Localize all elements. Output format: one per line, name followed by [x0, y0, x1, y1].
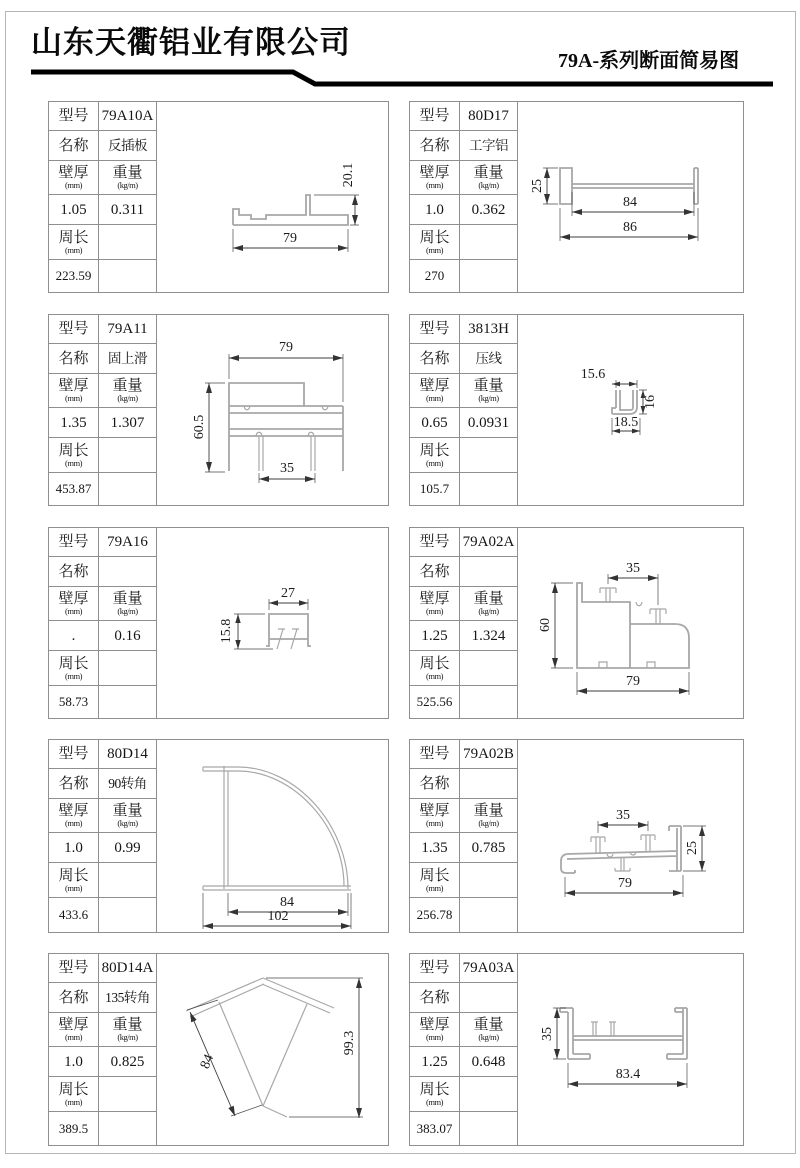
dim-label: 84: [280, 895, 294, 910]
perimeter-value: 525.56: [410, 686, 460, 718]
dim-label: 35: [540, 1027, 555, 1041]
dim-label: 27: [281, 586, 295, 601]
model-value: 3813H: [460, 315, 517, 344]
label-name: 名称: [410, 983, 460, 1013]
profile-svg: [156, 740, 388, 930]
dim-label: 84: [623, 195, 637, 210]
profile-drawing: [517, 315, 743, 505]
dim-label: 16: [643, 395, 658, 409]
profile-cell-79a16: [48, 527, 389, 719]
dim-label: 79: [618, 876, 632, 891]
label-model: 型号: [410, 315, 460, 344]
label-name: 名称: [410, 131, 460, 161]
label-weight: 重量 (kg/m): [99, 799, 156, 833]
profile-svg: [156, 528, 388, 716]
dim-label: 15.8: [219, 618, 234, 644]
page-border: [5, 11, 796, 1154]
label-wall: 壁厚 (mm): [49, 799, 99, 833]
empty-cell: [460, 651, 517, 686]
label-name: 名称: [49, 131, 99, 161]
header-divider: [6, 12, 795, 112]
profile-drawing: [156, 315, 388, 505]
model-value: 79A03A: [460, 954, 517, 983]
wall-value: 1.25: [410, 1047, 460, 1077]
name-value: 固上滑: [99, 344, 156, 374]
label-weight: 重量 (kg/m): [99, 161, 156, 195]
label-name: 名称: [410, 769, 460, 799]
profile-cell-79a02a: [409, 527, 744, 719]
doc-subtitle: 79A-系列断面简易图: [558, 50, 740, 72]
profile-drawing: [517, 528, 743, 718]
perimeter-value: 389.5: [49, 1112, 99, 1145]
weight-value: 0.785: [460, 833, 517, 863]
label-model: 型号: [49, 740, 99, 769]
label-wall: 壁厚 (mm): [49, 374, 99, 408]
label-perimeter: 周长 (mm): [49, 225, 99, 260]
profile-outline: [186, 978, 334, 1117]
model-value: 79A11: [99, 315, 156, 344]
dimension-lines: [205, 354, 343, 483]
perimeter-value: 383.07: [410, 1112, 460, 1145]
empty-cell: [99, 260, 156, 292]
dim-label: 60.5: [192, 414, 207, 440]
label-model: 型号: [49, 315, 99, 344]
profile-outline: [561, 826, 681, 873]
empty-cell: [460, 1077, 517, 1112]
label-name: 名称: [49, 344, 99, 374]
dim-label: 20.1: [341, 162, 356, 188]
profile-cell-79a03a: [409, 953, 744, 1146]
weight-value: 0.16: [99, 621, 156, 651]
model-value: 79A10A: [99, 102, 156, 131]
dimension-lines: [551, 574, 689, 695]
wall-value: .: [49, 621, 99, 651]
name-value: [460, 769, 517, 799]
empty-cell: [460, 1112, 517, 1145]
label-perimeter: 周长 (mm): [410, 863, 460, 898]
empty-cell: [460, 863, 517, 898]
weight-value: 1.324: [460, 621, 517, 651]
profile-drawing: [517, 102, 743, 292]
profile-cell-80d14a: [48, 953, 389, 1146]
company-title: 山东天衢铝业有限公司: [31, 25, 351, 60]
model-value: 80D14A: [99, 954, 156, 983]
wall-value: 1.0: [49, 833, 99, 863]
weight-value: 0.0931: [460, 408, 517, 438]
spec-table: [49, 954, 157, 1145]
weight-value: 0.648: [460, 1047, 517, 1077]
label-perimeter: 周长 (mm): [410, 225, 460, 260]
label-weight: 重量 (kg/m): [99, 1013, 156, 1047]
dimension-lines: [234, 599, 308, 649]
label-wall: 壁厚 (mm): [410, 587, 460, 621]
profile-svg: [156, 102, 388, 290]
label-name: 名称: [49, 557, 99, 587]
empty-cell: [99, 225, 156, 260]
label-model: 型号: [410, 528, 460, 557]
dim-label: 15.6: [580, 367, 606, 382]
profile-drawing: [156, 954, 388, 1145]
profile-cell-79a10a: [48, 101, 389, 293]
name-value: 压线: [460, 344, 517, 374]
profile-svg: [156, 315, 388, 503]
label-wall: 壁厚 (mm): [410, 799, 460, 833]
label-wall: 壁厚 (mm): [410, 1013, 460, 1047]
label-weight: 重量 (kg/m): [99, 374, 156, 408]
perimeter-value: 105.7: [410, 473, 460, 505]
label-model: 型号: [49, 102, 99, 131]
weight-value: 1.307: [99, 408, 156, 438]
label-model: 型号: [410, 954, 460, 983]
model-value: 79A16: [99, 528, 156, 557]
name-value: 工字铝: [460, 131, 517, 161]
dim-label: 35: [616, 808, 630, 823]
dim-label: 79: [283, 231, 297, 246]
profile-outline: [612, 390, 637, 414]
label-model: 型号: [49, 528, 99, 557]
profile-svg: [517, 740, 743, 930]
model-value: 80D17: [460, 102, 517, 131]
perimeter-value: 270: [410, 260, 460, 292]
profile-cell-79a11: [48, 314, 389, 506]
spec-table: [410, 954, 518, 1145]
empty-cell: [99, 473, 156, 505]
dim-label: 79: [279, 340, 293, 355]
wall-value: 1.35: [49, 408, 99, 438]
label-weight: 重量 (kg/m): [460, 1013, 517, 1047]
dim-label: 84: [197, 1052, 218, 1072]
model-value: 79A02B: [460, 740, 517, 769]
label-wall: 壁厚 (mm): [410, 374, 460, 408]
profile-drawing: [156, 102, 388, 292]
label-perimeter: 周长 (mm): [49, 1077, 99, 1112]
name-value: [99, 557, 156, 587]
label-model: 型号: [410, 102, 460, 131]
label-weight: 重量 (kg/m): [99, 587, 156, 621]
label-perimeter: 周长 (mm): [49, 438, 99, 473]
model-value: 80D14: [99, 740, 156, 769]
dim-label: 60: [538, 618, 553, 632]
dim-label: 79: [626, 674, 640, 689]
profile-outline: [577, 583, 689, 668]
profile-cell-3813h: [409, 314, 744, 506]
label-model: 型号: [410, 740, 460, 769]
dim-label: 35: [626, 561, 640, 576]
label-wall: 壁厚 (mm): [49, 587, 99, 621]
perimeter-value: 256.78: [410, 898, 460, 932]
empty-cell: [460, 225, 517, 260]
empty-cell: [460, 260, 517, 292]
dim-label: 99.3: [342, 1030, 357, 1056]
empty-cell: [99, 898, 156, 932]
spec-table: [410, 740, 518, 932]
profile-outline: [229, 383, 343, 471]
profile-drawing: [156, 528, 388, 718]
weight-value: 0.311: [99, 195, 156, 225]
empty-cell: [460, 686, 517, 718]
empty-cell: [460, 473, 517, 505]
wall-value: 1.25: [410, 621, 460, 651]
spec-table: [49, 102, 157, 292]
spec-table: [410, 528, 518, 718]
profile-cell-80d14: [48, 739, 389, 933]
dim-label: 83.4: [615, 1067, 641, 1082]
dim-label: 25: [530, 179, 545, 193]
profile-drawing: [156, 740, 388, 932]
label-name: 名称: [410, 557, 460, 587]
label-perimeter: 周长 (mm): [410, 1077, 460, 1112]
weight-value: 0.99: [99, 833, 156, 863]
perimeter-value: 433.6: [49, 898, 99, 932]
profile-outline: [266, 614, 311, 649]
wall-value: 0.65: [410, 408, 460, 438]
model-value: 79A02A: [460, 528, 517, 557]
profile-outline: [233, 195, 348, 225]
wall-value: 1.0: [49, 1047, 99, 1077]
perimeter-value: 58.73: [49, 686, 99, 718]
spec-table: [410, 102, 518, 292]
name-value: [460, 983, 517, 1013]
name-value: 90转角: [99, 769, 156, 799]
profile-outline: [203, 766, 351, 890]
dim-label: 25: [685, 841, 700, 855]
label-wall: 壁厚 (mm): [49, 1013, 99, 1047]
wall-value: 1.05: [49, 195, 99, 225]
profile-cell-80d17: [409, 101, 744, 293]
dim-label: 35: [280, 461, 294, 476]
empty-cell: [99, 863, 156, 898]
label-perimeter: 周长 (mm): [49, 651, 99, 686]
perimeter-value: 223.59: [49, 260, 99, 292]
empty-cell: [99, 651, 156, 686]
profile-svg: [517, 954, 743, 1143]
label-perimeter: 周长 (mm): [410, 438, 460, 473]
label-name: 名称: [49, 983, 99, 1013]
perimeter-value: 453.87: [49, 473, 99, 505]
weight-value: 0.362: [460, 195, 517, 225]
name-value: 135转角: [99, 983, 156, 1013]
label-wall: 壁厚 (mm): [410, 161, 460, 195]
dim-label: 86: [623, 220, 637, 235]
profile-outline: [560, 1008, 687, 1059]
wall-value: 1.0: [410, 195, 460, 225]
empty-cell: [99, 438, 156, 473]
empty-cell: [99, 686, 156, 718]
label-model: 型号: [49, 954, 99, 983]
spec-table: [49, 315, 157, 505]
name-value: [460, 557, 517, 587]
name-value: 反插板: [99, 131, 156, 161]
empty-cell: [99, 1077, 156, 1112]
label-weight: 重量 (kg/m): [460, 161, 517, 195]
label-wall: 壁厚 (mm): [49, 161, 99, 195]
spec-table: [49, 528, 157, 718]
profile-drawing: [517, 954, 743, 1145]
profile-cell-79a02b: [409, 739, 744, 933]
label-perimeter: 周长 (mm): [410, 651, 460, 686]
label-perimeter: 周长 (mm): [49, 863, 99, 898]
label-name: 名称: [410, 344, 460, 374]
label-weight: 重量 (kg/m): [460, 799, 517, 833]
empty-cell: [99, 1112, 156, 1145]
dim-label: 18.5: [613, 415, 639, 430]
profile-drawing: [517, 740, 743, 932]
spec-table: [49, 740, 157, 932]
empty-cell: [460, 438, 517, 473]
weight-value: 0.825: [99, 1047, 156, 1077]
empty-cell: [460, 898, 517, 932]
label-weight: 重量 (kg/m): [460, 587, 517, 621]
profile-svg: [517, 315, 743, 503]
wall-value: 1.35: [410, 833, 460, 863]
spec-table: [410, 315, 518, 505]
dim-label: 102: [267, 909, 289, 924]
label-name: 名称: [49, 769, 99, 799]
label-weight: 重量 (kg/m): [460, 374, 517, 408]
